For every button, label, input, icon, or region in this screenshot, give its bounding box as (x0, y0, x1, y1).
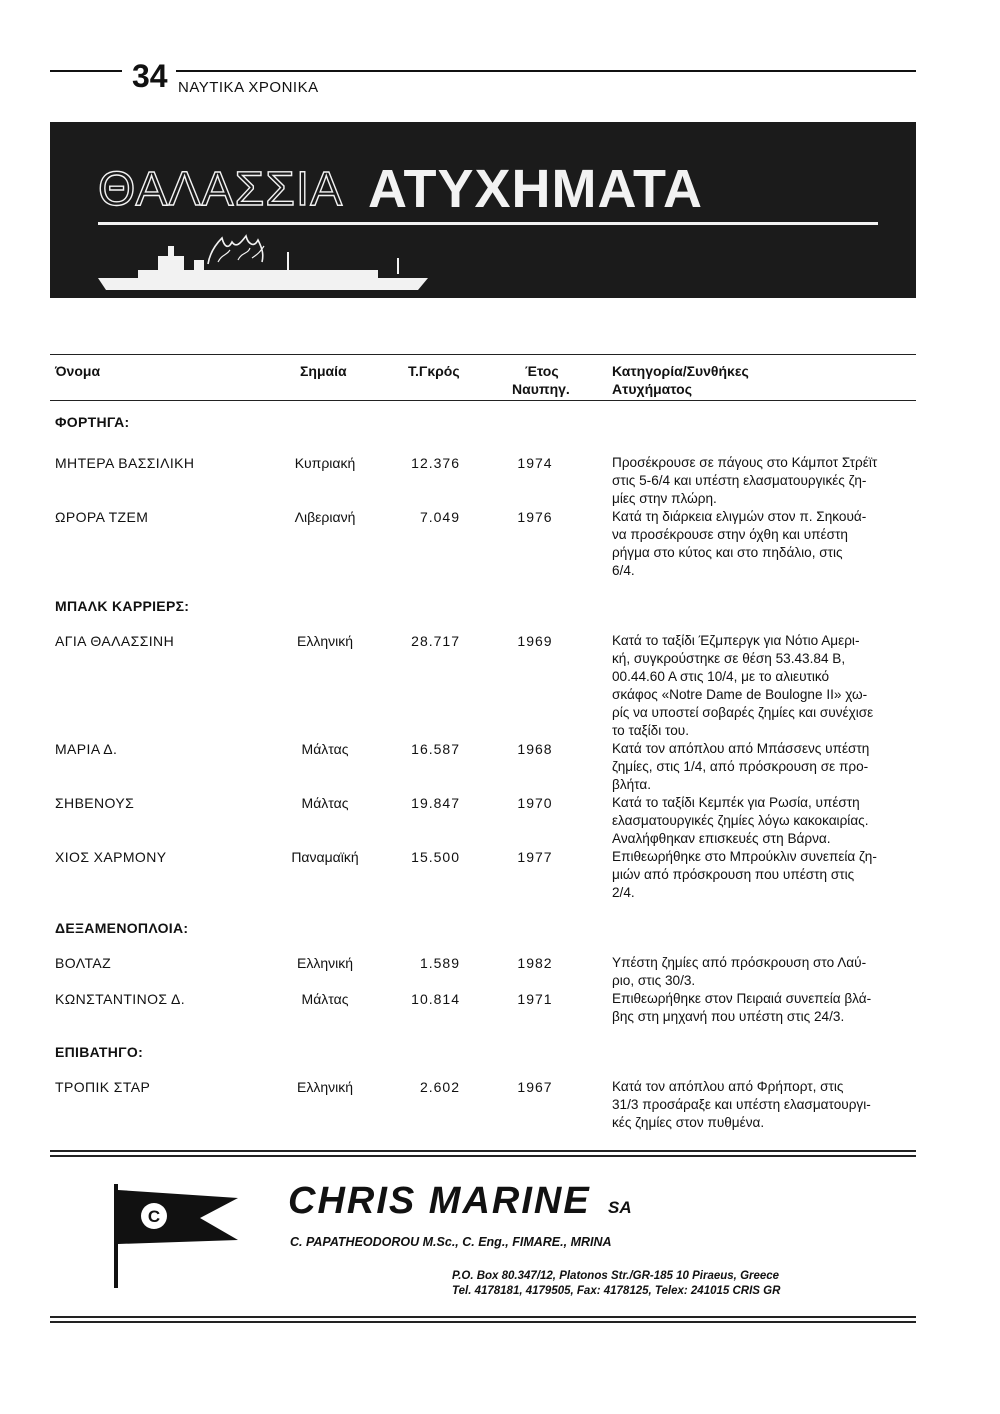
vessel-name: ΜΑΡΙΑ Δ. (55, 741, 118, 757)
desc-line: Κατά το ταξίδι Κεμπέκ για Ρωσία, υπέστη (612, 795, 860, 810)
column-header-year-1: Έτος (525, 363, 559, 379)
vessel-name: ΚΩΝΣΤΑΝΤΙΝΟΣ Δ. (55, 991, 185, 1007)
desc-line: Επιθεωρήθηκε στον Πειραιά συνεπεία βλά- (612, 991, 872, 1006)
desc-line: ελασματουργικές ζημίες λόγω κακοκαιρίας. (612, 813, 869, 828)
accident-description (612, 848, 938, 902)
desc-line: σκάφος «Notre Dame de Boulogne II» χω- (612, 687, 868, 702)
page-number: 34 (132, 58, 168, 94)
advert-top-rule (50, 1155, 916, 1157)
vessel-year-built: 1970 (517, 795, 553, 811)
accident-description (612, 454, 938, 508)
burning-ship-illustration (98, 234, 458, 298)
desc-line: βλήτα. (612, 777, 651, 792)
vessel-flag: Παναμαϊκή (291, 849, 359, 865)
vessel-flag: Λιβεριανή (294, 509, 356, 525)
desc-line: κές ζημίες στον πυθμένα. (612, 1115, 765, 1130)
accident-description (612, 632, 938, 740)
accident-description (612, 508, 938, 580)
vessel-gross-tonnage: 7.049 (419, 509, 460, 525)
vessel-year-built: 1968 (517, 741, 553, 757)
flag-logo-icon (108, 1180, 248, 1290)
section-banner (50, 122, 916, 298)
desc-line: Κατά τον απόπλου από Μπάσσενς υπέστη (612, 741, 870, 756)
accident-description (612, 990, 938, 1026)
desc-line: Αναλήφθηκαν επισκευές στη Βάρνα. (612, 831, 831, 846)
company-address: P.O. Box 80.347/12, Platonos Str./GR-185 10 Piraeus, Greece (452, 1270, 780, 1282)
column-header-category-2: Ατυχήματος (612, 381, 692, 397)
desc-line: να προσέκρουσε στην όχθη και υπέστη (612, 527, 848, 542)
vessel-year-built: 1982 (517, 955, 553, 971)
desc-line: ριο, στις 30/3. (612, 973, 696, 988)
desc-line: Κατά τη διάρκεια ελιγμών στον π. Σηκουά- (612, 509, 867, 524)
vessel-gross-tonnage: 19.847 (411, 795, 460, 811)
vessel-flag: Κυπριακή (294, 455, 356, 471)
accident-description (612, 954, 938, 990)
vessel-year-built: 1967 (517, 1079, 553, 1095)
vessel-gross-tonnage: 2.602 (419, 1079, 460, 1095)
banner-title-light: ΘΑΛΑΣΣΙΑ (98, 163, 344, 216)
column-header-name: Όνομα (55, 363, 101, 379)
desc-line: Προσέκρουσε σε πάγους στο Κάμποτ Στρέϊτ (612, 455, 878, 470)
vessel-name: ΜΗΤΕΡΑ ΒΑΣΣΙΛΙΚΗ (55, 455, 195, 471)
desc-line: το ταξίδι του. (612, 723, 689, 738)
desc-line: 6/4. (612, 563, 635, 578)
vessel-gross-tonnage: 12.376 (411, 455, 460, 471)
desc-line: μιών από πρόσκρουση που υπέστη στις (612, 867, 855, 882)
accident-description (612, 740, 938, 794)
company-principal: C. PAPATHEODOROU M.Sc., C. Eng., FIMARE., MRINA (290, 1235, 612, 1249)
vessel-flag: Ελληνική (296, 633, 354, 649)
company-name: CHRIS MARINE (288, 1180, 591, 1222)
category-label: ΦΟΡΤΗΓΑ: (55, 414, 130, 430)
banner-title-bold: ΑΤΥΧΗΜΑΤΑ (368, 159, 704, 219)
desc-line: Επιθεωρήθηκε στο Μπρούκλιν συνεπεία ζη- (612, 849, 877, 864)
vessel-flag: Μάλτας (301, 991, 349, 1007)
vessel-name: ΤΡΟΠΙΚ ΣΤΑΡ (55, 1079, 151, 1095)
advert-bottom-rule (50, 1321, 916, 1323)
vessel-name: ΑΓΙΑ ΘΑΛΑΣΣΙΝΗ (55, 633, 175, 649)
vessel-year-built: 1976 (517, 509, 553, 525)
desc-line: Κατά το ταξίδι Έζμπεργκ για Νότιο Αμερι- (612, 633, 860, 648)
column-header-year-2: Ναυπηγ. (512, 381, 570, 397)
vessel-name: ΩΡΟΡΑ ΤΖΕΜ (55, 509, 149, 525)
column-header-gt: Τ.Γκρός (408, 363, 460, 379)
banner-rule (98, 222, 878, 225)
vessel-name: ΣΗΒΕΝΟΥΣ (55, 795, 135, 811)
company-suffix: SA (608, 1198, 632, 1217)
table-header-rule (50, 400, 916, 401)
category-label: ΔΕΞΑΜΕΝΟΠΛΟΙΑ: (55, 920, 189, 936)
vessel-flag: Ελληνική (296, 955, 354, 971)
desc-line: 2/4. (612, 885, 635, 900)
vessel-year-built: 1969 (517, 633, 553, 649)
desc-line: ρήγμα στο κύτος και στο πηδάλιο, στις (612, 545, 843, 560)
header-rule-right (176, 70, 916, 72)
vessel-year-built: 1977 (517, 849, 553, 865)
desc-line: Υπέστη ζημίες από πρόσκρουση στο Λαύ- (612, 955, 867, 970)
desc-line: 00.44.60 Α στις 10/4, με το αλιευτικό (612, 669, 830, 684)
magazine-title: ΝΑΥΤΙΚΑ ΧΡΟΝΙΚΑ (178, 79, 319, 96)
desc-line: κή, συγκρούστηκε σε θέση 53.43.84 Β, (612, 651, 846, 666)
vessel-gross-tonnage: 10.814 (411, 991, 460, 1007)
table-top-rule (50, 354, 916, 355)
desc-line: ρίς να υποστεί σοβαρές ζημίες και συνέχισε (612, 705, 874, 720)
logo-letter: C (147, 1207, 161, 1226)
vessel-name: ΧΙΟΣ ΧΑΡΜΟΝΥ (55, 849, 167, 865)
vessel-name: ΒΟΛΤΑΖ (55, 955, 112, 971)
desc-line: μίες στην πλώρη. (612, 491, 717, 506)
vessel-gross-tonnage: 15.500 (411, 849, 460, 865)
header-rule-left (50, 70, 122, 72)
desc-line: 31/3 προσάραξε και υπέστη ελασματουργι- (612, 1097, 871, 1112)
desc-line: Κατά τον απόπλου από Φρήπορτ, στις (612, 1079, 844, 1094)
accident-description (612, 1078, 938, 1132)
vessel-gross-tonnage: 28.717 (411, 633, 460, 649)
category-label: ΕΠΙΒΑΤΗΓΟ: (55, 1044, 144, 1060)
desc-line: στις 5-6/4 και υπέστη ελασματουργικές ζη- (612, 473, 867, 488)
vessel-gross-tonnage: 16.587 (411, 741, 460, 757)
advert-top-rule (50, 1150, 916, 1152)
company-contacts: Tel. 4178181, 4179505, Fax: 4178125, Telex: 241015 CRIS GR (452, 1285, 781, 1297)
desc-line: ζημίες, στις 1/4, από πρόσκρουση σε προ- (612, 759, 869, 774)
vessel-flag: Μάλτας (301, 795, 349, 811)
vessel-flag: Ελληνική (296, 1079, 354, 1095)
advert-bottom-rule (50, 1316, 916, 1318)
category-label: ΜΠΑΛΚ ΚΑΡΡΙΕΡΣ: (55, 598, 190, 614)
column-header-flag: Σημαία (300, 363, 347, 379)
desc-line: βης στη μηχανή που υπέστη στις 24/3. (612, 1009, 845, 1024)
column-header-category-1: Κατηγορία/Συνθήκες (612, 363, 749, 379)
accident-description (612, 794, 938, 848)
vessel-year-built: 1971 (517, 991, 553, 1007)
vessel-year-built: 1974 (517, 455, 553, 471)
vessel-gross-tonnage: 1.589 (419, 955, 460, 971)
vessel-flag: Μάλτας (301, 741, 349, 757)
